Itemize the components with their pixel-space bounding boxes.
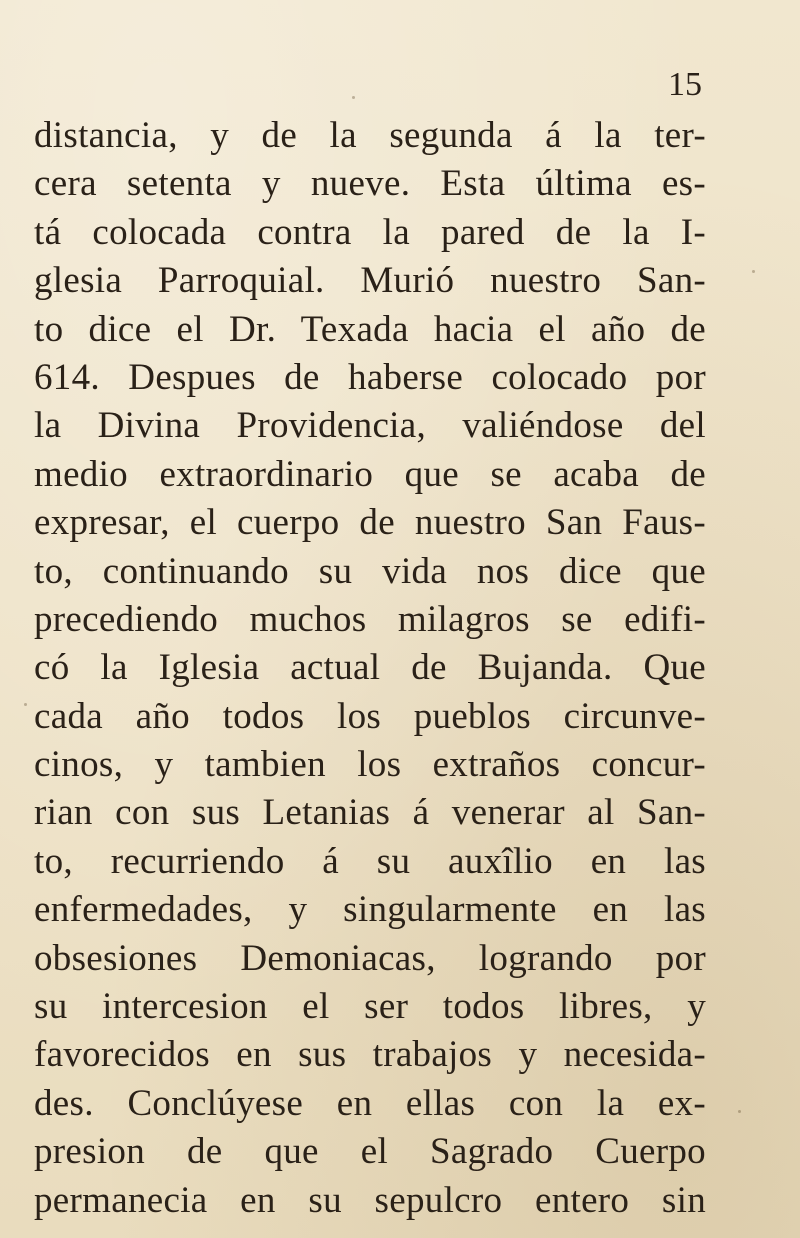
text-line: cinos, y tambien los extraños concur- <box>34 744 706 786</box>
text-line: expresar, el cuerpo de nuestro San Faus- <box>34 502 706 544</box>
paper-speck <box>352 96 355 99</box>
text-line: favorecidos en sus trabajos y necesida- <box>34 1034 706 1076</box>
paper-speck <box>738 1110 741 1113</box>
text-line: presion de que el Sagrado Cuerpo <box>34 1131 706 1173</box>
paper-speck <box>690 1200 693 1203</box>
body-text <box>34 112 706 1225</box>
paper-speck <box>24 703 27 706</box>
text-line: glesia Parroquial. Murió nuestro San- <box>34 260 706 302</box>
page-number: 15 <box>668 66 702 103</box>
text-line: des. Conclúyese en ellas con la ex- <box>34 1082 706 1124</box>
text-line: to, recurriendo á su auxîlio en las <box>34 840 706 882</box>
text-line: su intercesion el ser todos libres, y <box>34 986 706 1028</box>
text-line: distancia, y de la segunda á la ter- <box>34 115 706 156</box>
text-line: to, continuando su vida nos dice que <box>34 550 706 592</box>
text-line: to dice el Dr. Texada hacia el año de <box>34 308 706 350</box>
text-line: cada año todos los pueblos circunve- <box>34 695 706 737</box>
paper-speck <box>752 270 755 273</box>
text-line: rian con sus Letanias á venerar al San- <box>34 792 706 834</box>
text-line: cera setenta y nueve. Esta última es- <box>34 163 706 205</box>
text-line: precediendo muchos milagros se edifi- <box>34 598 706 640</box>
text-line: obsesiones Demoniacas, logrando por <box>34 937 706 979</box>
text-line: có la Iglesia actual de Bujanda. Que <box>34 647 706 689</box>
text-line: medio extraordinario que se acaba de <box>34 453 706 495</box>
text-line: enfermedades, y singularmente en las <box>34 889 706 931</box>
text-line: la Divina Providencia, valiéndose del <box>34 405 706 447</box>
text-line: tá colocada contra la pared de la I- <box>34 211 706 253</box>
text-line: 614. Despues de haberse colocado por <box>34 356 706 398</box>
text-line: permanecia en su sepulcro entero sin <box>34 1179 706 1221</box>
